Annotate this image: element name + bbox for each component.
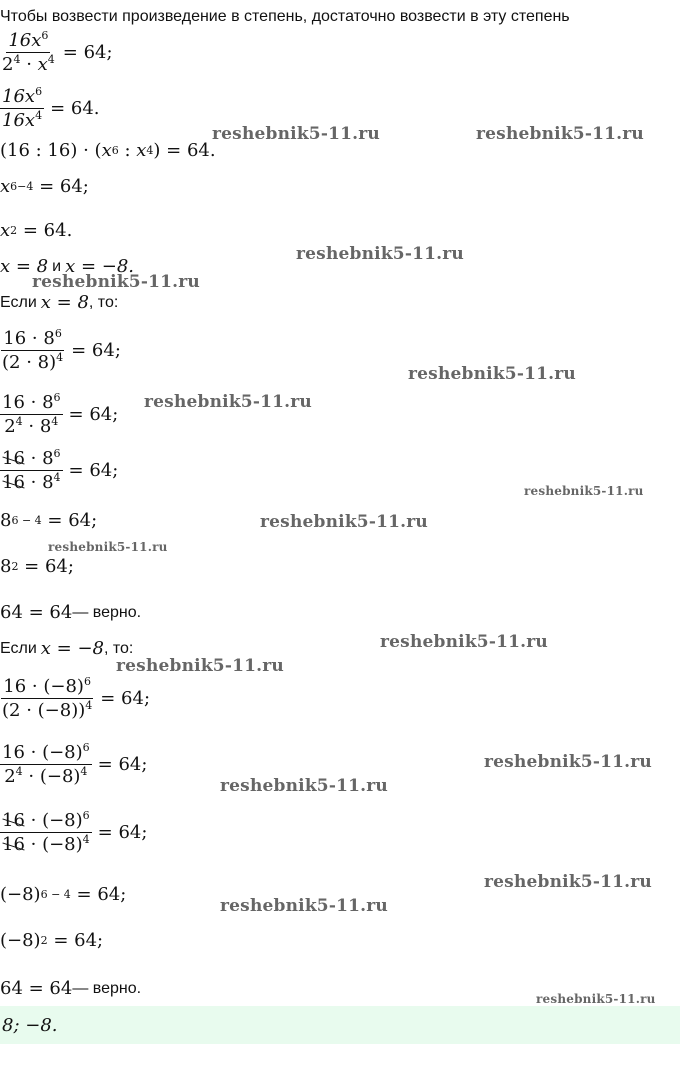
check2-result (0, 978, 141, 999)
watermark: reshebnik5-11.ru (144, 392, 312, 412)
check1-step-4: 8 6 − 4 = 64; (0, 510, 98, 531)
fraction: $\frac{16x^6}{2^4 \cdot x^4}$ (2, 29, 55, 75)
fraction: $\frac{16 \cdot 8^6}{(2 \cdot 8)^4}$ (2, 327, 64, 373)
watermark: reshebnik5-11.ru (48, 540, 168, 554)
answer-text: 8; −8. (2, 1014, 58, 1036)
if-x-positive (0, 292, 118, 313)
watermark: reshebnik5-11.ru (380, 632, 548, 652)
watermark: reshebnik5-11.ru (484, 872, 652, 892)
check2-step-2: $\frac{16 \cdot (-8)^6}{2^4 \cdot (-8)^4}$ = 64; (2, 741, 148, 787)
answer-box (0, 1006, 680, 1044)
step-5: x 2 = 64. (0, 220, 73, 241)
fraction: $\frac{16 \cdot 8^6}{16 \cdot 8^4}$ (2, 447, 61, 493)
if-expr: x = −8 (40, 638, 104, 659)
result-text: — верно. (72, 979, 142, 997)
check2-step-5: (−8) 2 = 64; (0, 930, 104, 951)
fraction: $\frac{16 \cdot (-8)^6}{2^4 \cdot (-8)^4}$ (2, 741, 90, 787)
check2-step-3: $\frac{16 \cdot (-8)^6}{16 \cdot (-8)^4}$ = 64; (2, 809, 148, 855)
watermark: reshebnik5-11.ru (476, 124, 644, 144)
check1-step-2: $\frac{16 \cdot 8^6}{2^4 \cdot 8^4}$ = 64; (2, 391, 119, 437)
step-3: (16 : 16) · ( x 6 : x 4 ) = 64. (0, 140, 216, 161)
check2-step-1: $\frac{16 \cdot (-8)^6}{(2 \cdot (-8))^4}$ = 64; (2, 675, 151, 721)
watermark: reshebnik5-11.ru (408, 364, 576, 384)
root-positive: x = 8 (0, 256, 49, 277)
step-4: x 6−4 = 64; (0, 176, 89, 197)
conjunction: и (52, 257, 62, 275)
check1-result (0, 602, 141, 623)
intro-text: Чтобы возвести произведение в степень, достаточно возвести в эту степень (0, 8, 570, 25)
root-negative: x = −8. (65, 256, 135, 277)
step-1: $\frac{16x^6}{2^4 \cdot x^4}$ = 64; (2, 29, 113, 75)
result-text: — верно. (72, 603, 142, 621)
step-2: $\frac{16x^6}{16x^4}$ = 64. (2, 85, 100, 131)
watermark: reshebnik5-11.ru (260, 512, 428, 532)
check1-step-1: $\frac{16 \cdot 8^6}{(2 \cdot 8)^4}$ = 64; (2, 327, 121, 373)
result-expr: 64 = 64 (0, 978, 73, 999)
result-expr: 64 = 64 (0, 602, 73, 623)
check1-step-5: 8 2 = 64; (0, 556, 74, 577)
if-label: Если (0, 639, 37, 657)
if-x-negative (0, 638, 133, 659)
watermark: reshebnik5-11.ru (296, 244, 464, 264)
if-suffix: , то: (88, 293, 119, 311)
if-label: Если (0, 293, 37, 311)
if-suffix: , то: (103, 639, 134, 657)
watermark: reshebnik5-11.ru (116, 656, 284, 676)
if-expr: x = 8 (40, 292, 89, 313)
watermark: reshebnik5-11.ru (484, 752, 652, 772)
watermark: reshebnik5-11.ru (220, 776, 388, 796)
fraction: $\frac{16x^6}{16x^4}$ (2, 85, 43, 131)
check1-step-3: $\frac{16 \cdot 8^6}{16 \cdot 8^4}$ = 64; (2, 447, 119, 493)
watermark: reshebnik5-11.ru (524, 484, 644, 498)
watermark: reshebnik5-11.ru (536, 992, 656, 1006)
watermark: reshebnik5-11.ru (212, 124, 380, 144)
fraction: $\frac{16 \cdot (-8)^6}{(2 \cdot (-8))^4}$ (2, 675, 93, 721)
fraction: $\frac{16 \cdot 8^6}{2^4 \cdot 8^4}$ (2, 391, 61, 437)
watermark: reshebnik5-11.ru (220, 896, 388, 916)
check2-step-4: (−8) 6 − 4 = 64; (0, 884, 127, 905)
watermark: reshebnik5-11.ru (32, 272, 200, 292)
fraction: $\frac{16 \cdot (-8)^6}{16 \cdot (-8)^4}$ (2, 809, 90, 855)
